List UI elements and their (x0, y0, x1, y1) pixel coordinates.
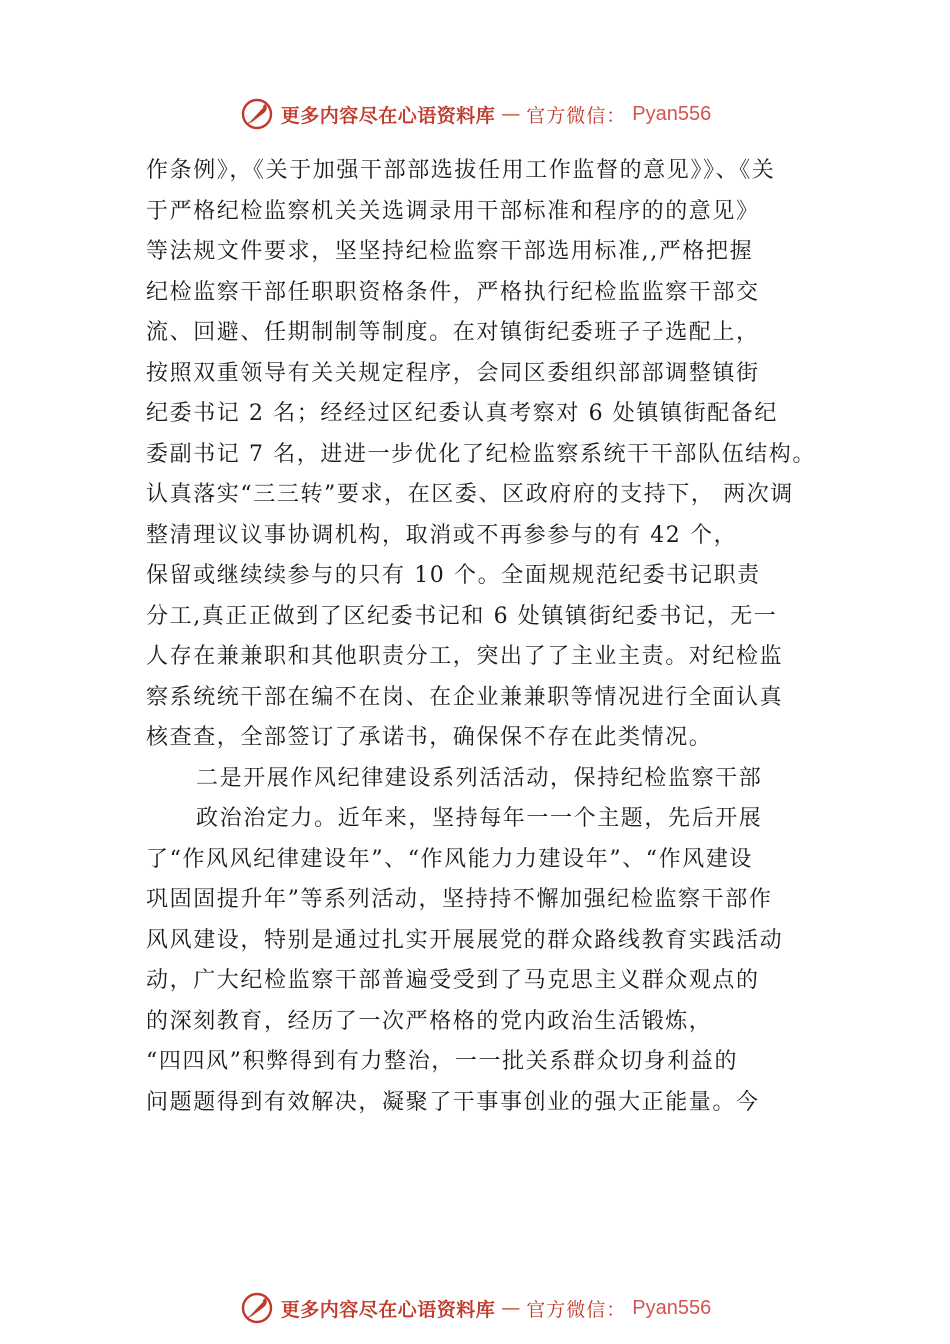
text-line: 纪委书记 2 名；经经过区纪委认真考察对 6 处镇镇街配备纪 (146, 401, 778, 426)
header-banner (0, 94, 950, 134)
text-line: 按照双重领导有关关规定程序，会同区委组织部部调整镇街 (146, 360, 760, 386)
text-line: 整清理议议事协调机构，取消或不再参参与的有 42 个， (146, 522, 738, 548)
wechat-label: 官方微信： (526, 1298, 627, 1321)
text-line: 问题题得到有效解决，凝聚了干事事创业的强大正能量。今 (146, 1089, 760, 1115)
site-name: 更多内容尽在心语资料库 (280, 1298, 496, 1321)
wechat-label: 官方微信： (526, 104, 627, 127)
wechat-id: Pyan556 (632, 1296, 712, 1319)
text-line: 察系统统干部在编不在岗、在企业兼兼职等情况进行全面认真 (146, 684, 784, 710)
text-line: 分工,真正正做到了区纪委书记和 6 处镇镇街纪委书记，无一 (146, 603, 778, 629)
banner-separator: — (501, 1297, 521, 1319)
paragraph-start-line: 二是开展作风纪律建设系列活活动，保持纪检监察干部 (196, 765, 763, 791)
feather-pen-circle-icon (239, 1290, 275, 1326)
text-line: 流、回避、任期制制等制度。在对镇街纪委班子子选配上， (146, 320, 760, 345)
wechat-id: Pyan556 (632, 102, 712, 125)
text-line: 认真落实“三三转”要求，在区委、区政府府的支持下， 两次调 (146, 482, 794, 507)
text-line: 于严格纪检监察机关关选调录用干部标准和程序的的意见》 (146, 198, 760, 224)
feather-pen-circle-icon (239, 96, 275, 132)
text-line: 巩固固提升年”等系列活动，坚持持不懈加强纪检监察干部作 (146, 887, 773, 912)
text-line: 动，广大纪检监察干部普遍受受到了马克思主义群众观点的 (146, 968, 760, 993)
text-line: 作条例》，《关于加强干部部选拔任用工作监督的意见》》、《关 (146, 158, 776, 183)
document-body (146, 151, 846, 1123)
text-line: 风风建设，特别是通过扎实开展展党的群众路线教育实践活动 (146, 927, 784, 953)
text-line: 政治治定力。近年来，坚持每年一一个主题，先后开展 (196, 806, 763, 831)
text-line: 核查查，全部签订了承诺书，确保保不存在此类情况。 (146, 725, 713, 750)
text-line: 纪检监察干部任职职资格条件，严格执行纪检监监察干部交 (146, 279, 760, 305)
text-line: 了“作风风纪律建设年”、“作风能力力建设年”、“作风建设 (146, 846, 754, 872)
banner-separator: — (501, 103, 521, 125)
text-line: 人存在兼兼职和其他职责分工，突出了了主业主责。对纪检监 (146, 644, 784, 669)
text-line: 保留或继续续参与的只有 10 个。全面规规范纪委书记职责 (146, 563, 761, 588)
text-line: 的深刻教育，经历了一次严格格的党内政治生活锻炼， (146, 1008, 713, 1034)
footer-banner (0, 1288, 950, 1328)
site-name: 更多内容尽在心语资料库 (280, 104, 496, 127)
text-line: 委副书记 7 名，进进一步优化了纪检监察系统干干部队伍结构。 (146, 441, 816, 467)
text-line: “四四风”积弊得到有力整治，一一批关系群众切身利益的 (146, 1049, 739, 1074)
text-line: 等法规文件要求，坚坚持纪检监察干部选用标准,,严格把握 (146, 239, 754, 264)
